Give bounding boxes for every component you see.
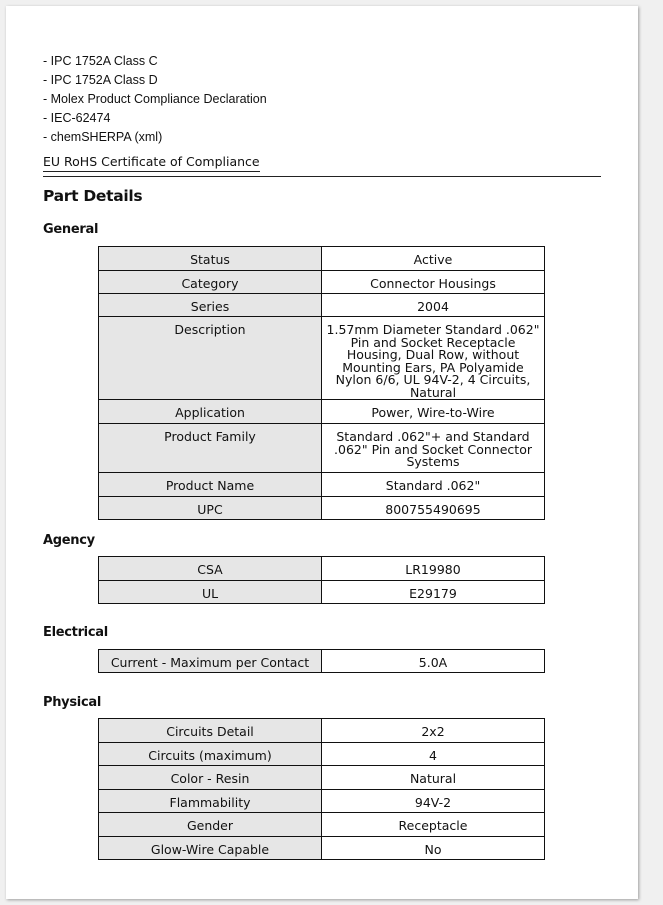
table-row [99,743,545,766]
document-list-item: - Molex Product Compliance Declaration [43,92,267,106]
table-row [99,813,545,837]
row-label: Application [99,400,322,424]
table-row [99,400,545,424]
document-list-item: - IEC-62474 [43,111,111,125]
row-value: Receptacle [322,813,545,837]
physical-table [98,718,545,860]
row-value: 800755490695 [322,497,545,520]
table-row [99,650,545,673]
row-label: Flammability [99,790,322,813]
table-row [99,271,545,294]
document-list-item: - chemSHERPA (xml) [43,130,163,144]
row-value: Standard .062"+ and Standard .062" Pin and Socket Connector Systems [322,424,545,473]
table-row [99,473,545,497]
table-row [99,837,545,860]
table-row [99,497,545,520]
row-value: 94V-2 [322,790,545,813]
row-value: 5.0A [322,650,545,673]
row-label: Glow-Wire Capable [99,837,322,860]
row-label: Description [99,317,322,400]
table-row [99,766,545,790]
agency-table [98,556,545,604]
row-value: Standard .062" [322,473,545,497]
row-label: Circuits Detail [99,719,322,743]
row-value: LR19980 [322,557,545,581]
row-label: Series [99,294,322,317]
row-value: Power, Wire-to-Wire [322,400,545,424]
row-value: Active [322,247,545,271]
electrical-table [98,649,545,673]
physical-heading: Physical [43,695,101,710]
compliance-document-list [43,52,267,147]
row-value: No [322,837,545,860]
document-list-item: - IPC 1752A Class D [43,73,158,87]
row-label: Category [99,271,322,294]
row-label: Status [99,247,322,271]
row-label: Product Name [99,473,322,497]
table-row [99,294,545,317]
general-heading: General [43,222,99,237]
row-label: UL [99,581,322,604]
row-value: Connector Housings [322,271,545,294]
row-label: CSA [99,557,322,581]
table-row [99,790,545,813]
agency-heading: Agency [43,533,95,548]
general-table [98,246,545,520]
row-label: Product Family [99,424,322,473]
document-page [6,6,638,899]
row-value: 2004 [322,294,545,317]
table-row [99,719,545,743]
table-row [99,317,545,400]
row-label: Gender [99,813,322,837]
table-row [99,581,545,604]
table-row [99,557,545,581]
table-row [99,247,545,271]
row-label: Current - Maximum per Contact [99,650,322,673]
row-value: Natural [322,766,545,790]
row-label: UPC [99,497,322,520]
row-label: Circuits (maximum) [99,743,322,766]
row-value: 4 [322,743,545,766]
row-value: 2x2 [322,719,545,743]
part-details-heading: Part Details [43,187,143,205]
row-value: E29179 [322,581,545,604]
rohs-certificate-link[interactable]: EU RoHS Certificate of Compliance [43,154,260,172]
electrical-heading: Electrical [43,625,108,640]
table-row [99,424,545,473]
document-list-item: - IPC 1752A Class C [43,54,158,68]
row-value: 1.57mm Diameter Standard .062" Pin and Socket Receptacle Housing, Dual Row, without Mounting Ears, PA Polyamide Nylon 6/6, UL 94V-2, 4 Circuits, Natural [322,317,545,400]
row-label: Color - Resin [99,766,322,790]
section-divider [43,176,601,177]
